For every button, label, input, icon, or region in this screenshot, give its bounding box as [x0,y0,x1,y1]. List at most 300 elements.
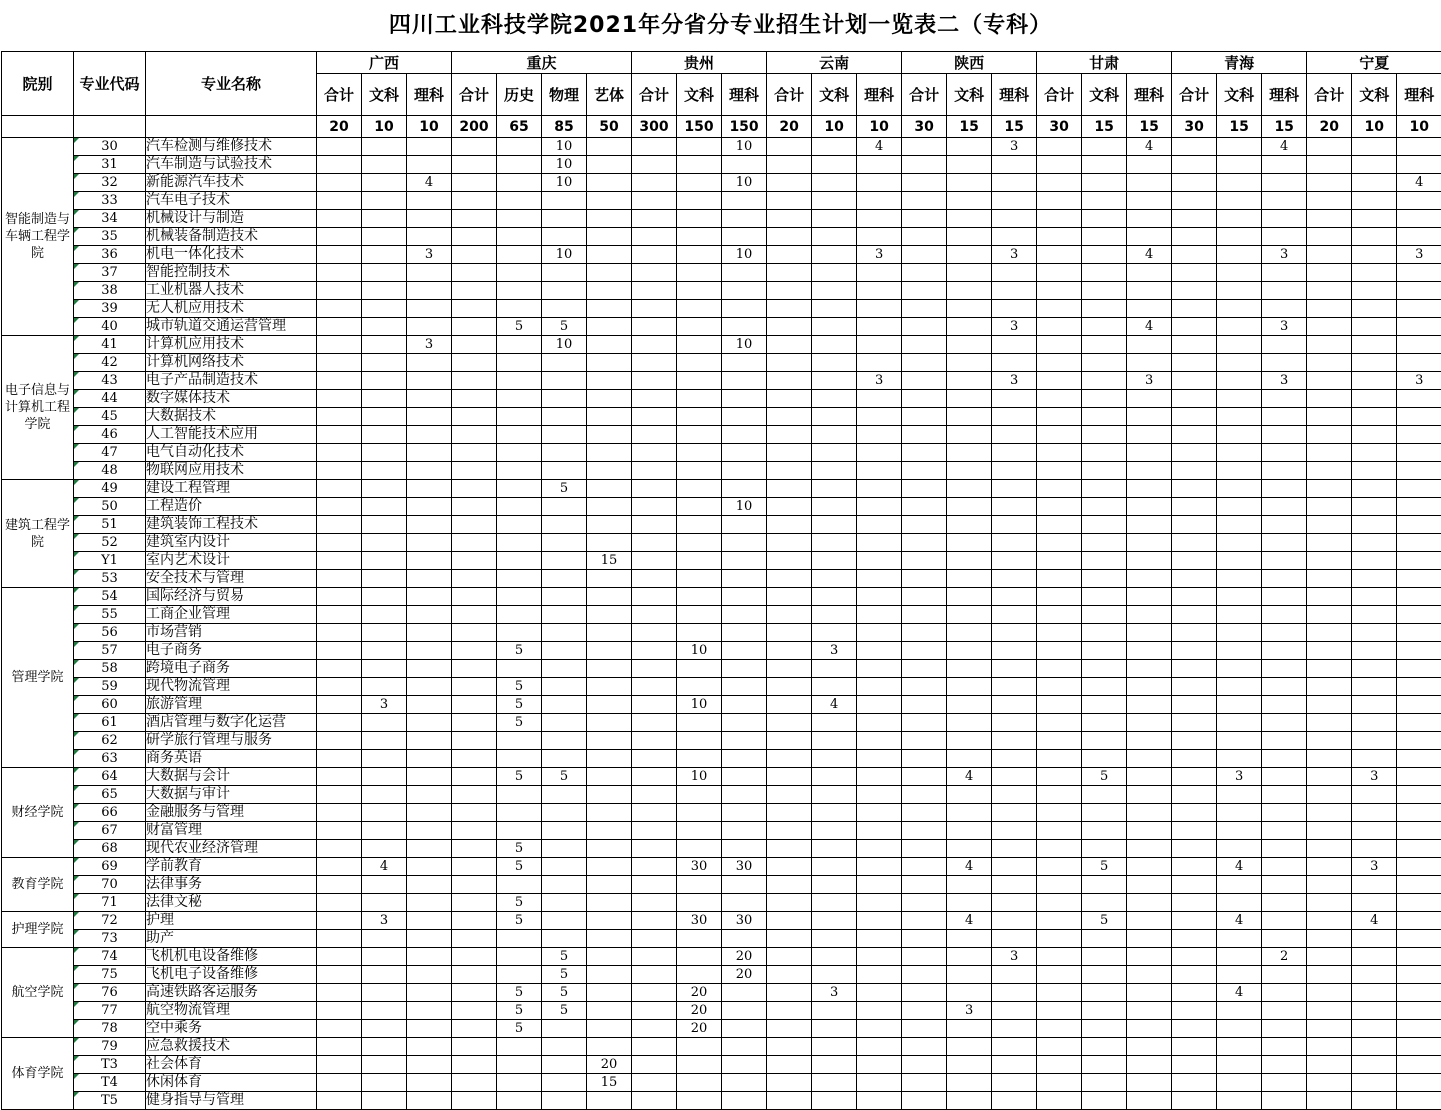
major-name: 机械装备制造技术 [146,228,317,246]
major-code-cell [74,462,146,480]
plan-value [857,840,902,858]
plan-value [722,696,767,714]
plan-value [677,372,722,390]
plan-value: 4 [1217,912,1262,930]
plan-value [722,660,767,678]
major-code: 43 [101,373,118,388]
plan-value [992,156,1037,174]
major-code: 50 [101,499,118,514]
province-total: 30 [1172,116,1217,138]
plan-value [857,786,902,804]
major-name: 汽车制造与试验技术 [146,156,317,174]
plan-value [722,426,767,444]
major-code-cell [74,840,146,858]
major-name: 新能源汽车技术 [146,174,317,192]
plan-value: 3 [1262,318,1307,336]
plan-value [317,624,362,642]
plan-value: 4 [947,768,992,786]
plan-value [767,750,812,768]
plan-value [1307,444,1352,462]
table-row [2,624,1441,642]
plan-value: 20 [677,1002,722,1020]
plan-value [362,642,407,660]
plan-value [812,768,857,786]
plan-value [677,930,722,948]
plan-value [812,804,857,822]
plan-value [362,768,407,786]
plan-value [407,264,452,282]
plan-value [1172,966,1217,984]
plan-value [317,426,362,444]
comment-marker-icon [74,930,79,935]
plan-value: 30 [677,912,722,930]
plan-value [452,984,497,1002]
comment-marker-icon [74,606,79,611]
plan-value [1172,894,1217,912]
plan-value [1127,570,1172,588]
plan-value [317,498,362,516]
plan-value [1172,678,1217,696]
plan-value [1082,210,1127,228]
plan-value [317,372,362,390]
plan-value [1037,714,1082,732]
plan-value [632,930,677,948]
major-name: 城市轨道交通运营管理 [146,318,317,336]
plan-value [1307,930,1352,948]
plan-value [992,390,1037,408]
plan-value [542,876,587,894]
plan-value [317,246,362,264]
plan-value [857,858,902,876]
plan-value [1352,138,1397,156]
major-code-cell [74,732,146,750]
plan-value: 15 [587,552,632,570]
table-row [2,372,1441,390]
plan-value [1262,876,1307,894]
plan-value [1262,570,1307,588]
plan-value [452,498,497,516]
comment-marker-icon [74,858,79,863]
plan-value [1217,246,1262,264]
plan-value [587,624,632,642]
plan-value: 10 [722,138,767,156]
totals-code-blank [74,116,146,138]
plan-value [362,894,407,912]
plan-value [1352,1092,1397,1110]
plan-value [722,588,767,606]
plan-value [1037,876,1082,894]
plan-value [1082,480,1127,498]
plan-value [767,552,812,570]
plan-value [362,570,407,588]
plan-value [947,534,992,552]
plan-value [587,408,632,426]
plan-value [812,876,857,894]
plan-value: 5 [497,642,542,660]
plan-value: 20 [722,966,767,984]
plan-value [497,138,542,156]
major-code: T5 [101,1093,118,1108]
major-name: 电子产品制造技术 [146,372,317,390]
plan-value: 3 [362,696,407,714]
plan-value [1307,894,1352,912]
plan-value [407,642,452,660]
major-code: 36 [101,247,118,262]
comment-marker-icon [74,786,79,791]
plan-value [722,282,767,300]
comment-marker-icon [74,480,79,485]
plan-value [902,984,947,1002]
plan-value [722,444,767,462]
plan-value [632,948,677,966]
plan-value [677,1074,722,1092]
plan-value [857,1020,902,1038]
plan-value [902,876,947,894]
plan-value [362,246,407,264]
plan-value [1127,786,1172,804]
plan-value [1397,714,1441,732]
plan-value [587,1020,632,1038]
plan-value [497,156,542,174]
plan-value [632,912,677,930]
major-name: 空中乘务 [146,1020,317,1038]
plan-value [632,426,677,444]
plan-value [1127,732,1172,750]
plan-value: 5 [542,984,587,1002]
plan-value [452,246,497,264]
table-row [2,840,1441,858]
plan-value [317,588,362,606]
plan-value [722,732,767,750]
table-row [2,336,1441,354]
major-code-cell [74,570,146,588]
plan-value [407,318,452,336]
plan-value [1397,804,1441,822]
comment-marker-icon [74,246,79,251]
plan-value [812,372,857,390]
major-code-cell [74,984,146,1002]
plan-value [767,390,812,408]
plan-value [362,444,407,462]
plan-value [317,696,362,714]
plan-value [362,966,407,984]
major-code: 68 [101,841,118,856]
plan-value [407,624,452,642]
plan-value [317,642,362,660]
plan-value [1307,372,1352,390]
plan-value [1127,588,1172,606]
major-code: 45 [101,409,118,424]
plan-value [992,498,1037,516]
plan-value [1082,606,1127,624]
plan-value [317,822,362,840]
plan-value [992,1038,1037,1056]
plan-value [1217,480,1262,498]
plan-value [452,1074,497,1092]
plan-value [317,912,362,930]
plan-value: 5 [497,858,542,876]
plan-value [902,336,947,354]
major-name: 物联网应用技术 [146,462,317,480]
plan-value [1082,300,1127,318]
plan-value [362,624,407,642]
plan-value [632,894,677,912]
table-row [2,426,1441,444]
plan-value [1127,984,1172,1002]
plan-value: 5 [497,894,542,912]
plan-value [722,984,767,1002]
plan-value [812,966,857,984]
plan-value [452,858,497,876]
plan-value [1262,264,1307,282]
major-code: 54 [101,589,118,604]
plan-value [587,948,632,966]
plan-value [1217,354,1262,372]
plan-value [677,570,722,588]
plan-value [1172,750,1217,768]
plan-value [1262,534,1307,552]
plan-value [1037,516,1082,534]
subcategory-header: 理科 [407,74,452,116]
province-total: 15 [1217,116,1262,138]
plan-value [1352,714,1397,732]
plan-value [857,552,902,570]
plan-value [722,228,767,246]
plan-value [767,966,812,984]
plan-value [1127,678,1172,696]
plan-value [497,966,542,984]
plan-value [992,858,1037,876]
plan-value [812,1002,857,1020]
plan-value [1352,264,1397,282]
plan-value [1127,660,1172,678]
plan-value [317,264,362,282]
plan-value [1262,174,1307,192]
plan-value [1127,354,1172,372]
plan-value [902,300,947,318]
plan-value [1352,462,1397,480]
plan-value [1172,930,1217,948]
plan-value [1127,174,1172,192]
plan-value [1082,192,1127,210]
plan-value [452,552,497,570]
major-code: 42 [101,355,118,370]
plan-value [362,516,407,534]
major-code: 70 [101,877,118,892]
plan-value [767,660,812,678]
plan-value [587,678,632,696]
plan-value [1082,714,1127,732]
comment-marker-icon [74,354,79,359]
plan-value [1352,606,1397,624]
plan-value [857,768,902,786]
plan-value [632,174,677,192]
plan-value [1352,1002,1397,1020]
plan-value [857,300,902,318]
plan-value [1352,228,1397,246]
plan-value [1217,1020,1262,1038]
major-code-cell [74,912,146,930]
plan-value: 4 [362,858,407,876]
plan-value: 3 [407,246,452,264]
comment-marker-icon [74,192,79,197]
plan-value [1307,948,1352,966]
plan-value [452,570,497,588]
plan-value [542,786,587,804]
plan-value [542,426,587,444]
plan-value [857,588,902,606]
plan-value [632,228,677,246]
plan-value [1172,768,1217,786]
plan-value [902,660,947,678]
plan-value: 3 [362,912,407,930]
plan-value [992,894,1037,912]
major-code: 32 [101,175,118,190]
plan-value [1172,1038,1217,1056]
plan-value [1037,174,1082,192]
comment-marker-icon [74,336,79,341]
plan-value [947,660,992,678]
plan-value [1172,174,1217,192]
plan-value [902,372,947,390]
table-row [2,966,1441,984]
plan-value [1352,678,1397,696]
plan-value [1037,786,1082,804]
plan-value [407,1056,452,1074]
plan-value [1172,696,1217,714]
plan-value [1037,588,1082,606]
plan-value [947,174,992,192]
plan-value [362,318,407,336]
plan-value [1307,174,1352,192]
plan-value [992,174,1037,192]
college-name: 教育学院 [2,858,74,912]
plan-value [1397,534,1441,552]
plan-value [1082,1056,1127,1074]
major-code-cell [74,336,146,354]
subcategory-header: 理科 [1397,74,1441,116]
table-row [2,786,1441,804]
plan-value [722,876,767,894]
plan-value [632,1056,677,1074]
major-code: 49 [101,481,118,496]
comment-marker-icon [74,696,79,701]
plan-value [857,480,902,498]
plan-value [542,516,587,534]
plan-value [677,624,722,642]
plan-value [542,804,587,822]
plan-value [497,750,542,768]
plan-value [632,678,677,696]
comment-marker-icon [74,426,79,431]
plan-value: 3 [1262,372,1307,390]
plan-value [632,372,677,390]
table-row [2,210,1441,228]
subcategory-header: 理科 [1127,74,1172,116]
plan-value [542,930,587,948]
plan-value [587,192,632,210]
plan-value [1217,786,1262,804]
plan-value [857,498,902,516]
plan-value [902,174,947,192]
plan-value [587,660,632,678]
plan-value [587,1092,632,1110]
plan-value [1307,714,1352,732]
major-code-cell [74,480,146,498]
plan-value [407,768,452,786]
plan-value [992,354,1037,372]
plan-value [902,1056,947,1074]
plan-value [1172,534,1217,552]
plan-value [767,534,812,552]
plan-value [902,138,947,156]
plan-value [902,570,947,588]
plan-value [1127,264,1172,282]
plan-value [452,516,497,534]
plan-value [1307,138,1352,156]
plan-value [1172,786,1217,804]
plan-value [1217,390,1262,408]
plan-value: 4 [1262,138,1307,156]
comment-marker-icon [74,462,79,467]
plan-value [1307,840,1352,858]
plan-value [407,696,452,714]
plan-value [812,318,857,336]
comment-marker-icon [74,966,79,971]
plan-value [992,678,1037,696]
comment-marker-icon [74,732,79,737]
plan-value [767,624,812,642]
plan-value [587,462,632,480]
plan-value [497,228,542,246]
plan-value [317,876,362,894]
plan-value [722,894,767,912]
plan-value [452,678,497,696]
plan-value [812,948,857,966]
comment-marker-icon [74,624,79,629]
plan-value [632,696,677,714]
plan-value [767,444,812,462]
plan-value [497,534,542,552]
plan-value [497,480,542,498]
plan-value [632,336,677,354]
table-row [2,480,1441,498]
comment-marker-icon [74,768,79,773]
plan-value [452,156,497,174]
plan-value [1172,984,1217,1002]
major-name: 大数据与会计 [146,768,317,786]
plan-value [1307,156,1352,174]
plan-value [632,552,677,570]
plan-value [362,678,407,696]
plan-value [497,588,542,606]
plan-value [902,246,947,264]
plan-value [1172,624,1217,642]
plan-value [1262,804,1307,822]
plan-value [1082,444,1127,462]
major-name: 健身指导与管理 [146,1092,317,1110]
table-row [2,930,1441,948]
plan-value [767,426,812,444]
plan-value [1307,264,1352,282]
plan-value [1127,768,1172,786]
major-name: 护理 [146,912,317,930]
plan-value [542,606,587,624]
plan-value [542,858,587,876]
plan-value [407,732,452,750]
plan-value [587,426,632,444]
plan-value [1307,786,1352,804]
